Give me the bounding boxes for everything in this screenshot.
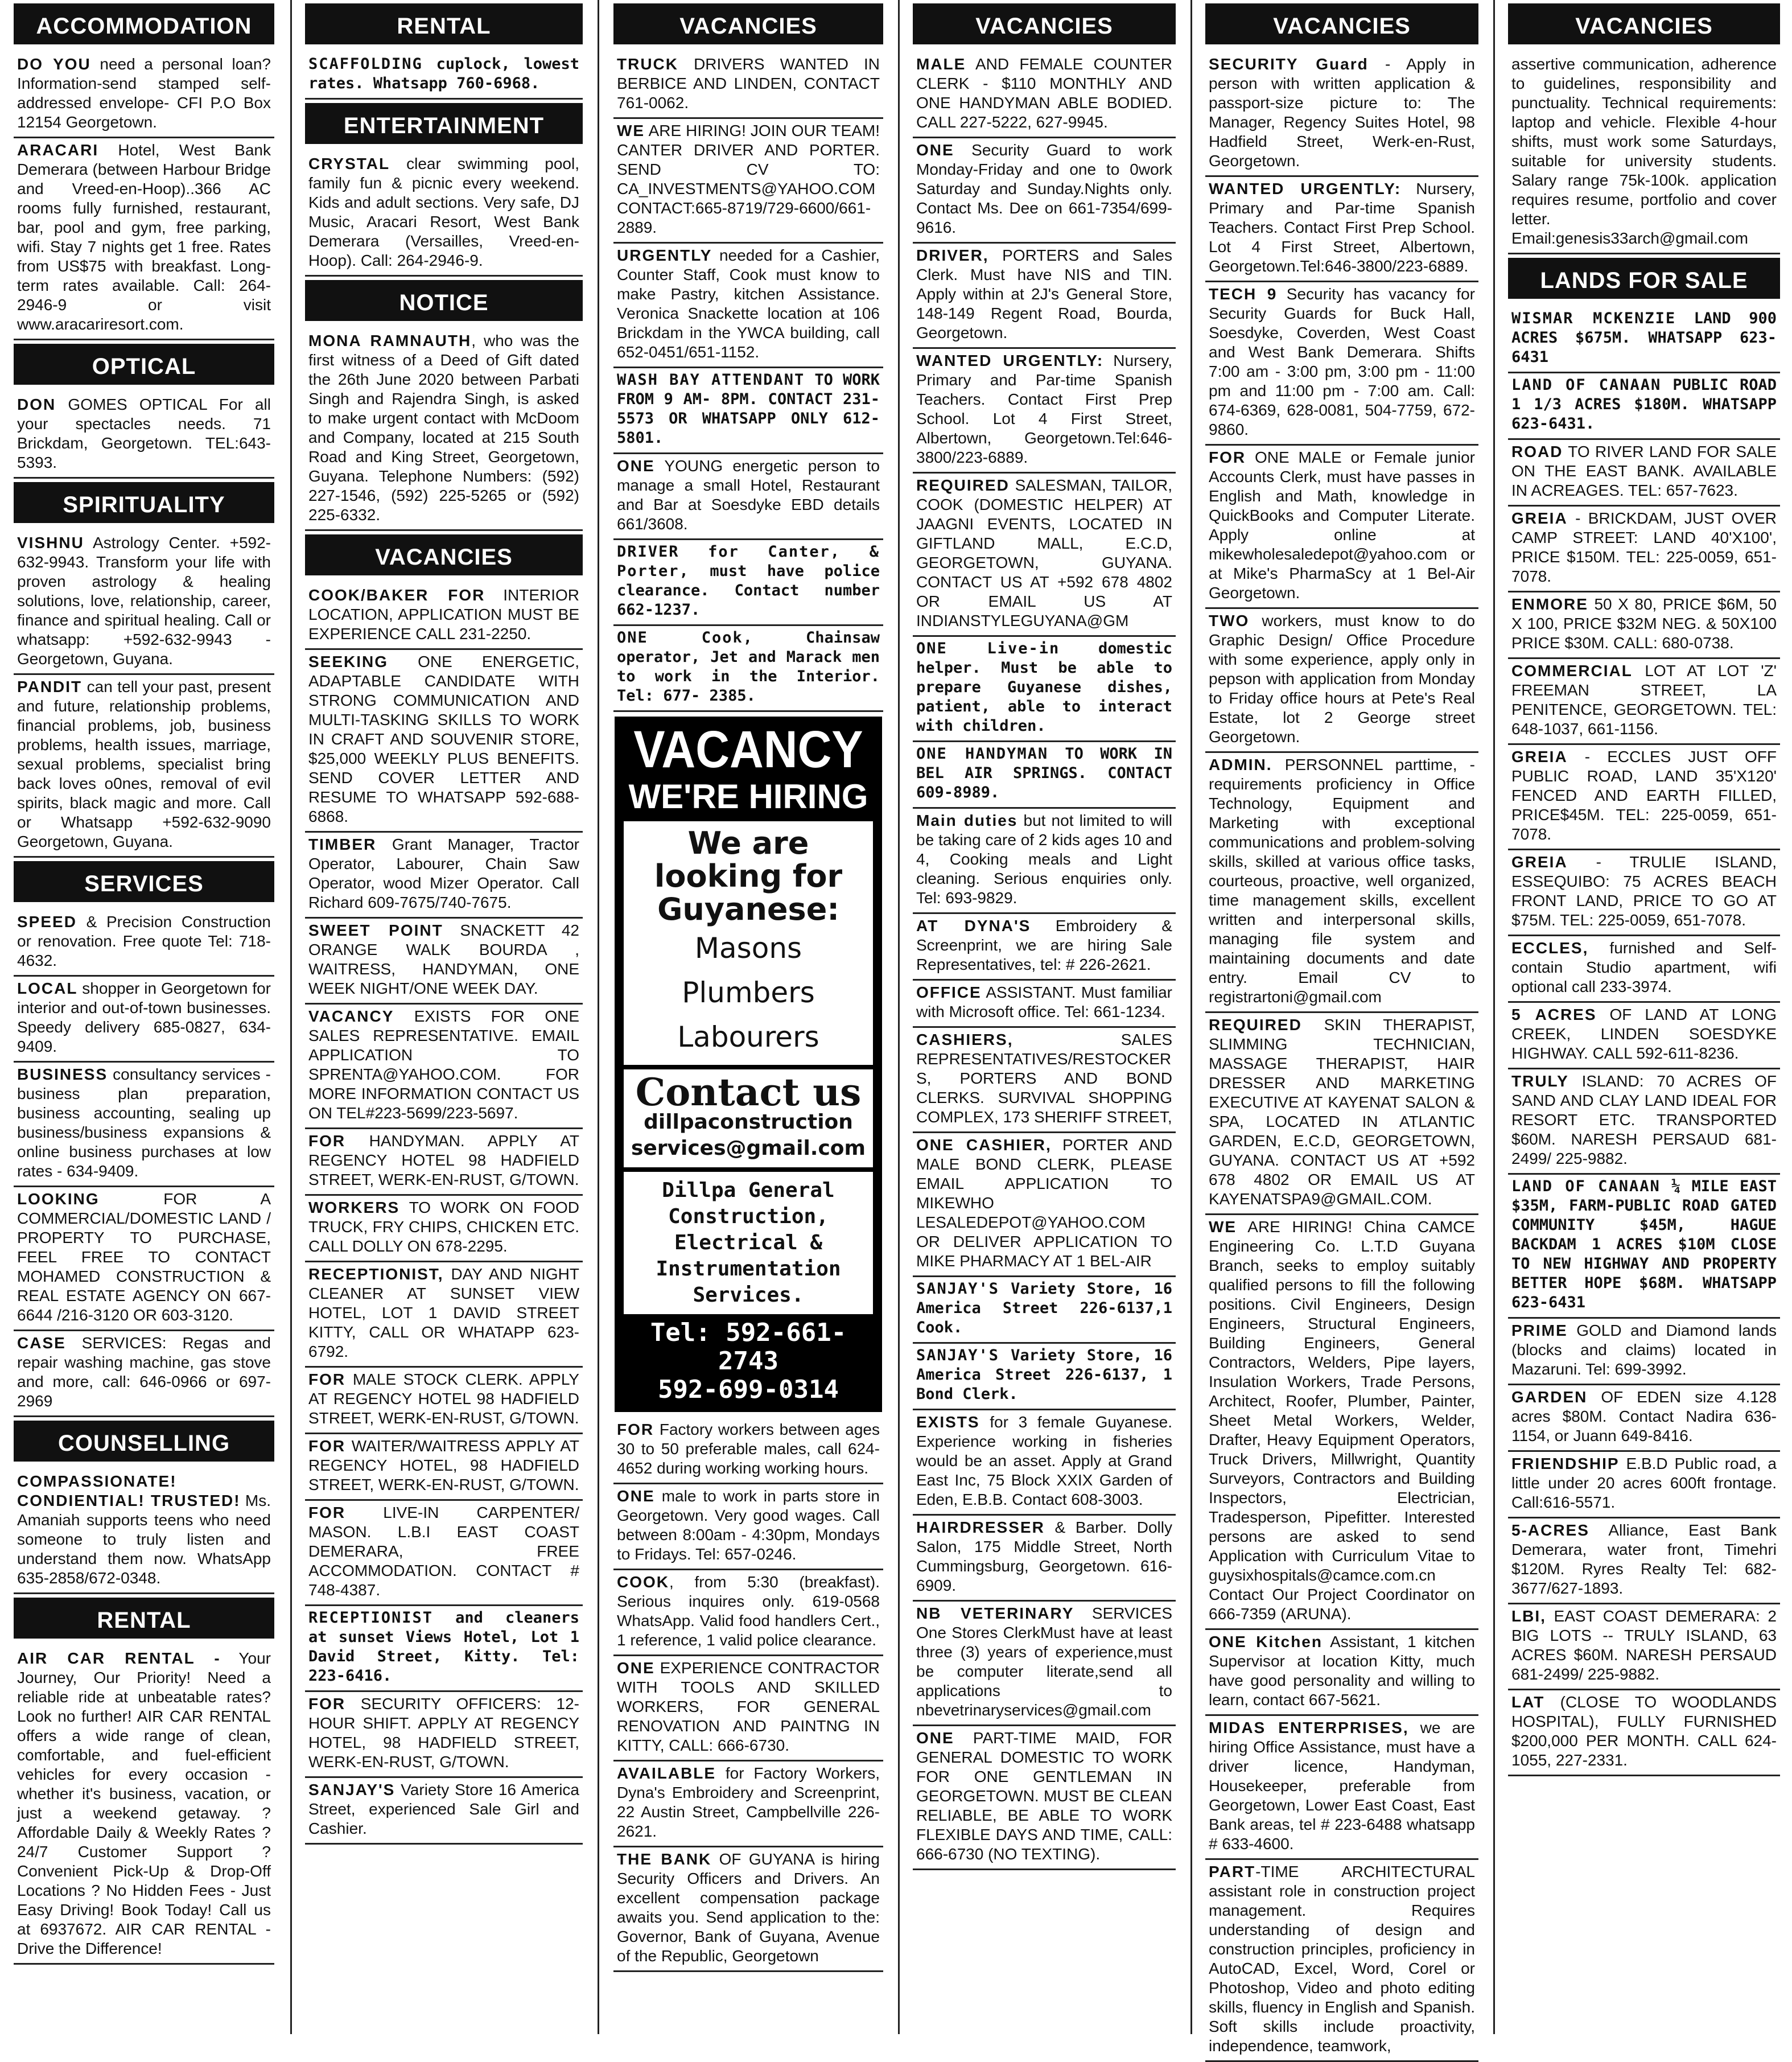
ad-speed-precision: SPEED & Precision Construction or renovation. Free quote Tel: 718-4632. bbox=[14, 910, 274, 977]
ad-5-acres-long-creek: 5 ACRES OF LAND AT LONG CREEK, LINDEN SOESDYKE HIGHWAY. CALL 592-611-8236. bbox=[1508, 1003, 1780, 1069]
ad-sanjays-bond-clerk: SANJAY'S Variety Store, 16 America Street 226-6137, 1 Bond Clerk. bbox=[913, 1344, 1176, 1410]
ad-china-camce: WE ARE HIRING! China CAMCE Engineering Co. L.T.D Guyana Branch, seeks to employ suitably qualified persons to fill the following positions. Civil Engineers, Design Engineers, Structural Engineers, Building Engineers, General Contractors, Welders, Pipe layers, Insulation Workers, Trade Persons, Architect, Roofer, Plumber, Painter, Sheet Metal Workers, Welder, Drafter, Heavy Equipment Operators, Truck Drivers, Millwright, Quantity Surveyors, Contractors and Building Inspectors, Electrician, Tradesperson, Pipefitter. Interested persons are asked to send Application with Curriculum Vitae to guysixhospitals@camce.com.cn Contact Our Project Coordinator on 666-7359 (ARUNA). bbox=[1205, 1215, 1478, 1630]
ad-prime-gold: PRIME GOLD and Diamond lands (blocks and claims) located in Mazaruni. Tel: 699-3992. bbox=[1508, 1319, 1780, 1385]
ad-notice-mona-ramnauth: MONA RAMNAUTH, who was the first witness of a Deed of Gift dated the 26th June 2020 between Parbati Singh and Rajendra Singh, is asked to make urgent contact with McDoom and Company, located at 215 South Road and King Street, Georgetown, Guyana. Telephone Numbers: (592) 227-1546, (592) 225-5265 or (592) 225-6332. bbox=[305, 329, 583, 531]
column-divider bbox=[1493, 0, 1495, 2034]
column-4 bbox=[913, 0, 1176, 2034]
ad-commercial-lot: COMMERCIAL LOT AT LOT 'Z' FREEMAN STREET, LA PENITENCE, GEORGETOWN. TEL: 648-1037, 661-1156. bbox=[1508, 659, 1780, 745]
section-header-spirituality: SPIRITUALITY bbox=[14, 482, 274, 523]
ad-crystal-pool: CRYSTAL clear swimming pool, family fun & picnic every weekend. Kids and adult sections. Very safe, DJ Music, Aracari Resort, West Bank Demerara (Versailles, Vreed-en-Hoop). Call: 264-2946-9. bbox=[305, 152, 583, 277]
ad-vishnu-astrology: VISHNU Astrology Center. +592-632-9943. Transform your life with proven astrology & healing solutions, love, relationship, career, finance and spiritual healing. Call or whatsapp: +592-632-9943 - Georgetown, Guyana. bbox=[14, 531, 274, 675]
column-divider bbox=[598, 0, 599, 2034]
ad-road-to-river: ROAD TO RIVER LAND FOR SALE ON THE EAST BANK. AVAILABLE IN ACREAGES. TEL: 657-7623. bbox=[1508, 440, 1780, 507]
ad-counselling: COMPASSIONATE! CONDIENTIAL! TRUSTED! Ms. Amaniah supports teens who need someone to truly listen and understand them now. WhatsApp 635-2858/672-0348. bbox=[14, 1470, 274, 1594]
ad-jaagni-events: REQUIRED SALESMAN, TAILOR, COOK (DOMESTIC HELPER) AT JAAGNI EVENTS, LOCATED IN GIFTLAND MALL, E.C.D, GEORGETOWN, GUYANA. CONTACT US AT +592 678 4802 OR EMAIL US AT INDIANSTYLEGUYANA@GM bbox=[913, 474, 1176, 637]
ad-receptionist-cleaners: RECEPTIONIST and cleaners at sunset Views Hotel, Lot 1 David Street, Kitty. Tel: 223-6416. bbox=[305, 1606, 583, 1692]
ad-lbi: LBI, EAST COAST DEMERARA: 2 BIG LOTS -- TRULY ISLAND, 63 ACRES $60M. NARESH PERSAUD 681-2499/ 225-9882. bbox=[1508, 1604, 1780, 1690]
ad-case-services: CASE SERVICES: Regas and repair washing machine, gas stove and more, call: 646-0966 or 697-2969 bbox=[14, 1331, 274, 1417]
column-divider bbox=[898, 0, 900, 2034]
promo-contact-box bbox=[624, 1069, 873, 1167]
ad-security-guard-regency: SECURITY Guard - Apply in person with written application & passport-size picture to: The Manager, Regency Suites Hotel, 98 Hadfield Street, Werk-en-Rust, Georgetown. bbox=[1205, 52, 1478, 177]
ad-bank-of-guyana: THE BANK OF GUYANA is hiring Security Officers and Drivers. An excellent compensation package awaits you. Send application to the: Governor, Bank of Guyana, Avenue of the Republic, Georgetown bbox=[613, 1847, 883, 1972]
ad-sanjays-cook: SANJAY'S Variety Store, 16 America Street 226-6137,1 Cook. bbox=[913, 1277, 1176, 1344]
ad-sanjays-sale-girl: SANJAY'S Variety Store 16 America Street, experienced Sale Girl and Cashier. bbox=[305, 1778, 583, 1845]
ad-pandit: PANDIT can tell your past, present and future, relationship problems, financial problems, job, business problems, health issues, marriage, sexual problems, specialist bring back loves o0nes, removal of evil spirits, black magic and more. Call or Whatsapp +592-632-9090 Georgetown, Guyana. bbox=[14, 675, 274, 858]
ad-truck-drivers: TRUCK DRIVERS WANTED IN BERBICE AND LINDEN, CONTACT 761-0062. bbox=[613, 52, 883, 119]
promo-tel-2: 592-699-0314 bbox=[658, 1375, 839, 1404]
ad-tech-9-security: TECH 9 Security has vacancy for Security Guards for Buck Hall, Soesdyke, Coverden, West Coast and West Bank Demerara. Shifts 7:00 am - 3:00 pm, 3:00 pm - 11:00 pm and 11:00 pm - 7:00 am. Call: 674-6369, 628-0081, 504-7759, 672-9860. bbox=[1205, 282, 1478, 446]
ad-midas-enterprises: MIDAS ENTERPRISES, we are hiring Office Assistance, must have a driver licence, Handyman, Housekeeper, preferable from Georgetown, Lower East Coast, East Bank areas, tel # 223-6488 whatsapp # 633-4600. bbox=[1205, 1716, 1478, 1860]
column-divider bbox=[1190, 0, 1192, 2034]
section-header-notice: NOTICE bbox=[305, 280, 583, 321]
promo-job: Masons bbox=[694, 932, 802, 965]
ad-greia-eccles: GREIA - ECCLES JUST OFF PUBLIC ROAD, LAND 35'X120' FENCED AND EARTH FILLED, PRICE$45M. TEL: 225-0059, 651-7078. bbox=[1508, 745, 1780, 850]
ad-seeking-candidate: SEEKING ONE ENERGETIC, ADAPTABLE CANDIDATE WITH STRONG COMMUNICATION AND MULTI-TASKING SKILLS TO WORK IN CRAFT AND SOUVENIR STORE, $25,000 WEEKLY PLUS BENEFITS. SEND COVER LETTER AND RESUME TO WHATSAPP 592-688-6868. bbox=[305, 650, 583, 833]
ad-hairdresser: HAIRDRESSER & Barber. Dolly Salon, 175 Middle Street, North Cummingsburg, Georgetown. 616-6909. bbox=[913, 1516, 1176, 1602]
section-header-accommodation: ACCOMMODATION bbox=[14, 3, 274, 44]
promo-title: VACANCY bbox=[633, 721, 863, 779]
ad-timber: TIMBER Grant Manager, Tractor Operator, Labourer, Chain Saw Operator, wood Mizer Operator. Call Richard 609-7675/740-7675. bbox=[305, 833, 583, 919]
section-header-entertainment: ENTERTAINMENT bbox=[305, 103, 583, 144]
promo-company: Dillpa General Construction, Electrical & Instrumentation Services. bbox=[656, 1179, 841, 1307]
ad-friendship: FRIENDSHIP E.B.D Public road, a little under 20 acres 600ft frontage. Call:616-5571. bbox=[1508, 1452, 1780, 1518]
ad-eccles-studio: ECCLES, furnished and Self-contain Studio apartment, wifi optional call 233-3974. bbox=[1508, 936, 1780, 1003]
ad-architectural-continued: assertive communication, adherence to guidelines, responsibility and punctuality. Technical requirements: laptop and vehicle. Flexible 4-hour shifts, must work some Saturdays, suitable for university students. Salary range 75k-100k. application requires resume, portfolio and cover letter. Email:genesis33arch@gmail.com bbox=[1508, 52, 1780, 254]
ad-part-time-maid: ONE PART-TIME MAID, FOR GENERAL DOMESTIC TO WORK FOR ONE GENTLEMAN IN GEORGETOWN. MUST BE CLEAN RELIABLE, BE ABLE TO WORK FLEXIBLE DAYS AND TIME, CALL: 666-6730 (NO TEXTING). bbox=[913, 1726, 1176, 1870]
ad-kayenat-salon: REQUIRED SKIN THERAPIST, SLIMMING TECHNICIAN, MASSAGE THERAPIST, HAIR DRESSER AND MARKETING EXECUTIVE AT KAYENAT SALON & SPA, LOCATED IN ATLANTIC GARDEN, E.C.D, GEORGETOWN, GUYANA. CONTACT US AT +592 678 4802 OR EMAIL US AT KAYENATSPA9@GMAIL.COM. bbox=[1205, 1013, 1478, 1215]
ad-air-car-rental: AIR CAR RENTAL - Your Journey, Our Priority! Need a reliable ride at unbeatable rates? Look no further! AIR CAR RENTAL offers a wide range of clean, comfortable, and fuel-efficient vehicles for every occasion - whether it's business, vacation, or just a weekend getaway. ? Affordable Daily & Weekly Rates ? 24/7 Customer Support ? Convenient Pick-Up & Drop-Off Locations ? No Hidden Fees - Just Easy Driving! Book Today! Call us at 6937672. AIR CAR RENTAL - Drive the Difference! bbox=[14, 1647, 274, 1965]
section-header-services: SERVICES bbox=[14, 861, 274, 902]
ad-stock-clerk: FOR MALE STOCK CLERK. APPLY AT REGENCY HOTEL 98 HADFIELD STREET, WERK-EN-RUST, G/TOWN. bbox=[305, 1368, 583, 1434]
ad-waiter-waitress: FOR WAITER/WAITRESS APPLY AT REGENCY HOTEL, 98 HADFIELD STREET, WERK-EN-RUST, G/TOWN. bbox=[305, 1434, 583, 1501]
ad-2js-general-store: DRIVER, PORTERS and Sales Clerk. Must have NIS and TIN. Apply within at 2J's General Store, 148-149 Regent Road, Bourda, Georgetown. bbox=[913, 244, 1176, 349]
ad-office-assistant: OFFICE ASSISTANT. Must familiar with Microsoft office. Tel: 661-1234. bbox=[913, 981, 1176, 1028]
column-2 bbox=[305, 0, 583, 2034]
section-header-vacancies: VACANCIES bbox=[913, 3, 1176, 44]
ad-carpenter-mason: FOR LIVE-IN CARPENTER/ MASON. L.B.I EAST COAST DEMERARA, FREE ACCOMMODATION. CONTACT # 748-4387. bbox=[305, 1501, 583, 1606]
ad-sales-rep-vacancy: VACANCY EXISTS FOR ONE SALES REPRESENTATIVE. EMAIL APPLICATION TO SPRENTA@YAHOO.COM. FOR MORE INFORMATION CONTACT US ON TEL#223-5699/223-5697. bbox=[305, 1005, 583, 1129]
section-header-rental: RENTAL bbox=[305, 3, 583, 44]
ad-interior-workers: ONE Cook, Chainsaw operator, Jet and Marack men to work in the Interior. Tel: 677- 2385. bbox=[613, 626, 883, 712]
ad-accounts-clerk: FOR ONE MALE or Female junior Accounts Clerk, must have passes in English and Math, knowledge in QuickBooks and Computer Literate. Apply online at mikewholesaledepot@yahoo.com or at Mike's PharmaScy at 1 Bel-Air Georgetown. bbox=[1205, 446, 1478, 609]
ad-handyman-regency: FOR HANDYMAN. APPLY AT REGENCY HOTEL 98 HADFIELD STREET, WERK-EN-RUST, G/TOWN. bbox=[305, 1129, 583, 1196]
ad-business-consultancy: BUSINESS consultancy services - business plan preparation, business accounting, sealing up business/business expansions & online business purchases at low rates - 634-9409. bbox=[14, 1063, 274, 1187]
ad-enmore: ENMORE 50 X 80, PRICE $6M, 50 X 100, PRICE $32M NEG. & 50X100 PRICE $30M. CALL: 680-0738. bbox=[1508, 592, 1780, 659]
promo-email-user: dillpaconstruction bbox=[644, 1110, 853, 1134]
ad-receptionist-sunset: RECEPTIONIST, DAY AND NIGHT CLEANER AT SUNSET VIEW HOTEL, LOT 1 DAVID STREET KITTY, CALL OR WHATAPP 623-6792. bbox=[305, 1262, 583, 1368]
promo-job: Plumbers bbox=[682, 976, 815, 1009]
ad-handyman-bel-air: ONE HANDYMAN TO WORK IN BEL AIR SPRINGS. CONTACT 609-8989. bbox=[913, 742, 1176, 809]
ad-truly-island: TRULY ISLAND: 70 ACRES OF SAND AND CLAY LAND IDEAL FOR RESORT ETC. TRANSPORTED $60M. NARESH PERSAUD 681-2499/ 225-9882. bbox=[1508, 1069, 1780, 1175]
ad-security-officers: FOR SECURITY OFFICERS: 12-HOUR SHIFT. APPLY AT REGENCY HOTEL, 98 HADFIELD STREET, WERK-EN-RUST, G/TOWN. bbox=[305, 1692, 583, 1778]
ad-personal-loan: DO YOU need a personal loan? Information-send stamped self-addressed envelope- CFI P.O Box 12154 Georgetown. bbox=[14, 52, 274, 138]
ad-cook-baker: COOK/BAKER FOR INTERIOR LOCATION, APPLICATION MUST BE EXPERIENCE CALL 231-2250. bbox=[305, 583, 583, 650]
section-header-vacancies: VACANCIES bbox=[613, 3, 883, 44]
ad-local-shopper: LOCAL shopper in Georgetown for interior and out-of-town businesses. Speedy delivery 685-0827, 634-9409. bbox=[14, 977, 274, 1063]
section-header-optical: OPTICAL bbox=[14, 344, 274, 385]
ad-admin-personnel: ADMIN. PERSONNEL parttime, - requirements proficiency in Office Technology, Equipment and Marketing with exceptional communications and problem-solving skills, skilled at various office tasks, courteous, proactive, well organized, time management skills, excellent written and interpersonal skills, managing file system and maintaining documents and date entry. Email CV to registrartoni@gmail.com bbox=[1205, 753, 1478, 1013]
section-header-vacancies: VACANCIES bbox=[305, 534, 583, 575]
ad-looking-for-land: LOOKING FOR A COMMERCIAL/DOMESTIC LAND / PROPERTY TO PURCHASE, FEEL FREE TO CONTACT MOHAMED CONSTRUCTION & REAL ESTATE AGENCY ON 667-6644 /216-3120 OR 603-3120. bbox=[14, 1187, 274, 1331]
ad-architectural-assistant: PART-TIME ARCHITECTURAL assistant role in construction project management. Requires understanding of design and construction principles, proficiency in AutoCAD, Excel, Word, Corel or Photoshop, Video and photo editing skills, fluency in English and Spanish. Soft skills include proactivity, independence, teamwork, bbox=[1205, 1860, 1478, 2062]
column-divider bbox=[290, 0, 292, 2034]
ad-garden-of-eden: GARDEN OF EDEN size 4.128 acres $80M. Contact Nadira 636-1154, or Juann 649-8416. bbox=[1508, 1385, 1780, 1452]
ad-aracari-hotel: ARACARI Hotel, West Bank Demerara (between Harbour Bridge and Vreed-en-Hoop)..366 AC rooms fully furnished, restaurant, bar, pool and gym, free parking, wifi. Stay 7 nights get 1 free. Rates from US$75 with breakfast. Long-term rates available. Call: 264-2946-9 or visit www.aracariresort.com. bbox=[14, 138, 274, 340]
ad-dynas-factory: AVAILABLE for Factory Workers, Dyna's Embroidery and Screenprint, 22 Austin Street, Campbellville 226-2621. bbox=[613, 1761, 883, 1847]
section-header-rental: RENTAL bbox=[14, 1598, 274, 1639]
ad-security-guard-nights: ONE Security Guard to work Monday-Friday and one to 0work Saturday and Sunday.Nights only. Contact Ms. Dee on 661-7354/699-9616. bbox=[913, 138, 1176, 244]
ad-graphic-design: TWO workers, must know to do Graphic Design/ Office Procedure with some experience, apply only in pepson with application from Monday to Friday office hours at Pete's Real Estate, lot 2 George street Georgetown. bbox=[1205, 609, 1478, 753]
section-header-vacancies: VACANCIES bbox=[1508, 3, 1780, 44]
promo-tel-1: Tel: 592-661-2743 bbox=[650, 1318, 847, 1376]
promo-email-domain: services@gmail.com bbox=[631, 1137, 866, 1160]
ad-wismar-mckenzie: WISMAR MCKENZIE LAND 900 ACRES $675M. WHATSAPP 623-6431 bbox=[1508, 307, 1780, 373]
ad-mike-pharmacy: ONE CASHIER, PORTER AND MALE BOND CLERK, PLEASE EMAIL APPLICATION TO MIKEWHO LESALEDEPOT@YAHOO.COM OR DELIVER APPLICATION TO MIKE PHARMACY AT 1 BEL-AIR bbox=[913, 1133, 1176, 1277]
ad-dynas-sales: AT DYNA'S Embroidery & Screenprint, we are hiring Sale Representatives, tel: # 226-2621. bbox=[913, 914, 1176, 981]
ad-hotel-manager: ONE YOUNG energetic person to manage a small Hotel, Restaurant and Bar at Soesdyke EBD details 661/3608. bbox=[613, 454, 883, 540]
ad-greia-trulie: GREIA - TRULIE ISLAND, ESSEQUIBO: 75 ACRES BEACH FRONT LAND, PRICE TO GO AT $75M. TEL: 225-0059, 651-7078. bbox=[1508, 850, 1780, 936]
promo-company-box bbox=[624, 1172, 873, 1314]
promo-job: Labourers bbox=[677, 1020, 819, 1053]
ad-canter-porter: DRIVER for Canter, & Porter, must have police clearance. Contact number 662-1237. bbox=[613, 540, 883, 626]
ad-parts-store: ONE male to work in parts store in Georgetown. Very good wages. Call between 8:00am - 4:30pm, Mondays to Fridays. Tel: 657-0246. bbox=[613, 1484, 883, 1570]
ad-nb-veterinary: NB VETERINARY SERVICES One Stores ClerkMust have at least three (3) years of experience,must be computer literate,send all applications to nbevetrinaryservices@gmail.com bbox=[913, 1602, 1176, 1726]
ad-survival-shopping: CASHIERS, SALES REPRESENTATIVES/RESTOCKERS, PORTERS AND BOND CLERKS. SURVIVAL SHOPPING COMPLEX, 173 SHERIFF STREET, bbox=[913, 1028, 1176, 1133]
ad-sweet-point: SWEET POINT SNACKETT 42 ORANGE WALK BOURDA , WAITRESS, HANDYMAN, ONE WEEK NIGHT/ONE WEEK DAY. bbox=[305, 919, 583, 1005]
section-header-vacancies: VACANCIES bbox=[1205, 3, 1478, 44]
ad-scaffolding: SCAFFOLDING cuplock, lowest rates. Whatsapp 760-6968. bbox=[305, 52, 583, 100]
ad-cook-breakfast: COOK, from 5:30 (breakfast). Serious inquires only. 619-0568 WhatsApp. Valid food handlers Cert., 1 reference, 1 valid police clearance. bbox=[613, 1570, 883, 1656]
promo-jobs-box bbox=[624, 821, 873, 1065]
column-1 bbox=[14, 0, 274, 2034]
ad-domestic-helper: ONE Live-in domestic helper. Must be able to prepare Guyanese dishes, patient, able to interact with children. bbox=[913, 637, 1176, 742]
promo-intro: We are looking for Guyanese: bbox=[654, 825, 843, 927]
column-5 bbox=[1205, 0, 1478, 2055]
section-header-lands-for-sale: LANDS FOR SALE bbox=[1508, 258, 1780, 299]
ad-factory-workers: FOR Factory workers between ages 30 to 50 preferable males, call 624-4652 during working working hours. bbox=[613, 1418, 883, 1484]
ad-spanish-teachers-2: WANTED URGENTLY: Nursery, Primary and Par-time Spanish Teachers. Contact First Prep School. Lot 4 First Street, Albertown, Georgetown.Tel:646-3800/223-6889. bbox=[1205, 177, 1478, 282]
ad-spanish-teachers: WANTED URGENTLY: Nursery, Primary and Par-time Spanish Teachers. Contact First Prep School. Lot 4 First Street, Albertown, Georgetown.Tel:646-3800/223-6889. bbox=[913, 349, 1176, 474]
ad-wash-bay: WASH BAY ATTENDANT TO WORK FROM 9 AM- 8PM. CONTACT 231-5573 OR WHATSAPP ONLY 612-5801. bbox=[613, 368, 883, 454]
promo-subtitle: WE'RE HIRING bbox=[628, 777, 868, 816]
ad-food-truck-workers: WORKERS TO WORK ON FOOD TRUCK, FRY CHIPS, CHICKEN ETC. CALL DOLLY ON 678-2295. bbox=[305, 1196, 583, 1262]
ad-childcare-duties: Main duties but not limited to will be taking care of 2 kids ages 10 and 4, Cooking meals and Light cleaning. Serious enquiries only. Tel: 693-9829. bbox=[913, 809, 1176, 914]
ad-5-acres-alliance: 5-ACRES Alliance, East Bank Demerara, water front, Timehri $120M. Ryres Realty Tel: 682-3677/627-1893. bbox=[1508, 1518, 1780, 1604]
column-6 bbox=[1508, 0, 1780, 2034]
column-3 bbox=[613, 0, 883, 2034]
ad-land-of-canaan: LAND OF CANAAN PUBLIC ROAD 1 1/3 ACRES $180M. WHATSAPP 623-6431. bbox=[1508, 373, 1780, 440]
section-header-counselling: COUNSELLING bbox=[14, 1421, 274, 1462]
ad-contractor-kitty: ONE EXPERIENCE CONTRACTOR WITH TOOLS AND SKILLED WORKERS, FOR GENERAL RENOVATION AND PAINTNG IN KITTY, CALL: 666-6730. bbox=[613, 1656, 883, 1761]
promo-contact-heading: Contact us bbox=[635, 1070, 862, 1114]
ad-lat: LAT (CLOSE TO WOODLANDS HOSPITAL), FULLY FURNISHED $200,000 PER MONTH. CALL 624-1055, 227-2331. bbox=[1508, 1690, 1780, 1776]
ad-land-of-canaan-2: LAND OF CANAAN ¼ MILE EAST $35M, FARM-PUBLIC ROAD GATED COMMUNITY $45M, HAGUE BACKDAM 1 ACRES $10M CLOSE TO NEW HIGHWAY AND PROPERTY BETTER HOPE $68M. WHATSAPP 623-6431 bbox=[1508, 1175, 1780, 1319]
dillpa-vacancy-display-ad bbox=[615, 717, 882, 1412]
ad-greia-brickdam: GREIA - BRICKDAM, JUST OVER CAMP STREET: LAND 40'X100', PRICE $150M. TEL: 225-0059, 651-7078. bbox=[1508, 507, 1780, 592]
ad-grand-east: EXISTS for 3 female Guyanese. Experience working in fisheries would be an asset. Apply at Grand East Inc, 75 Block XXIX Garden of Eden, E.B.B. Contact 608-3003. bbox=[913, 1410, 1176, 1516]
ad-counter-clerk: MALE AND FEMALE COUNTER CLERK - $110 MONTHLY AND ONE HANDYMAN ABLE BODIED. CALL 227-5222, 627-9945. bbox=[913, 52, 1176, 138]
ad-canter-driver: WE ARE HIRING! JOIN OUR TEAM! CANTER DRIVER AND PORTER. SEND CV TO: CA_INVESTMENTS@YAHOO.COM CONTACT:665-8719/729-6600/661-2889. bbox=[613, 119, 883, 244]
ad-veronica-snackette: URGENTLY needed for a Cashier, Counter Staff, Cook must know to make Pastry, kitchen Assistance. Veronica Snackette location at 106 Brickdam in the YWCA building, call 652-0451/651-1152. bbox=[613, 244, 883, 368]
ad-kitchen-assistant: ONE Kitchen Assistant, 1 kitchen Supervisor at location Kitty, much have good personality and willing to learn, contact 667-5621. bbox=[1205, 1630, 1478, 1716]
ad-don-gomes-optical: DON GOMES OPTICAL For all your spectacles needs. 71 Brickdam, Georgetown. TEL:643-5393. bbox=[14, 393, 274, 479]
